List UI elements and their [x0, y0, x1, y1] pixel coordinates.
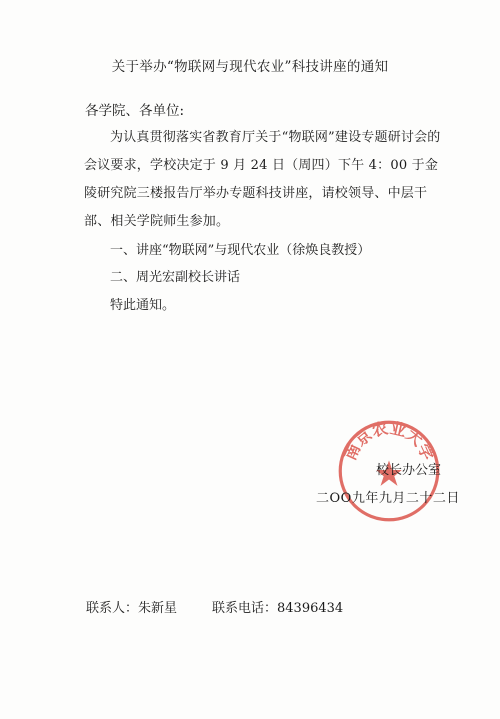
contact-phone: 联系电话：84396434: [212, 601, 344, 616]
salutation: 各学院、各单位:: [85, 103, 185, 119]
svg-text:南京农业大学: 南京农业大学: [340, 418, 438, 464]
agenda-item-1: 一、讲座“物联网”与现代农业（徐焕良教授）: [110, 243, 371, 258]
signature-organization: 校长办公室: [376, 463, 442, 478]
contact-person: 联系人：朱新星: [86, 601, 178, 616]
body-paragraph: 为认真贯彻落实省教育厅关于“物联网”建设专题研讨会的会议要求，学校决定于 9 月 24 日（周四）下午 4：00 于金陵研究院三楼报告厅举办专题科技讲座，请校领导、中层干部、相关学院师生参加。: [84, 130, 441, 229]
agenda-item-2: 二、周光宏副校长讲话: [110, 270, 241, 285]
document-title: 关于举办“物联网与现代农业”科技讲座的通知: [111, 59, 389, 75]
closing-text: 特此通知。: [110, 298, 176, 313]
signature-date: 二OO九年九月二十二日: [316, 491, 460, 506]
